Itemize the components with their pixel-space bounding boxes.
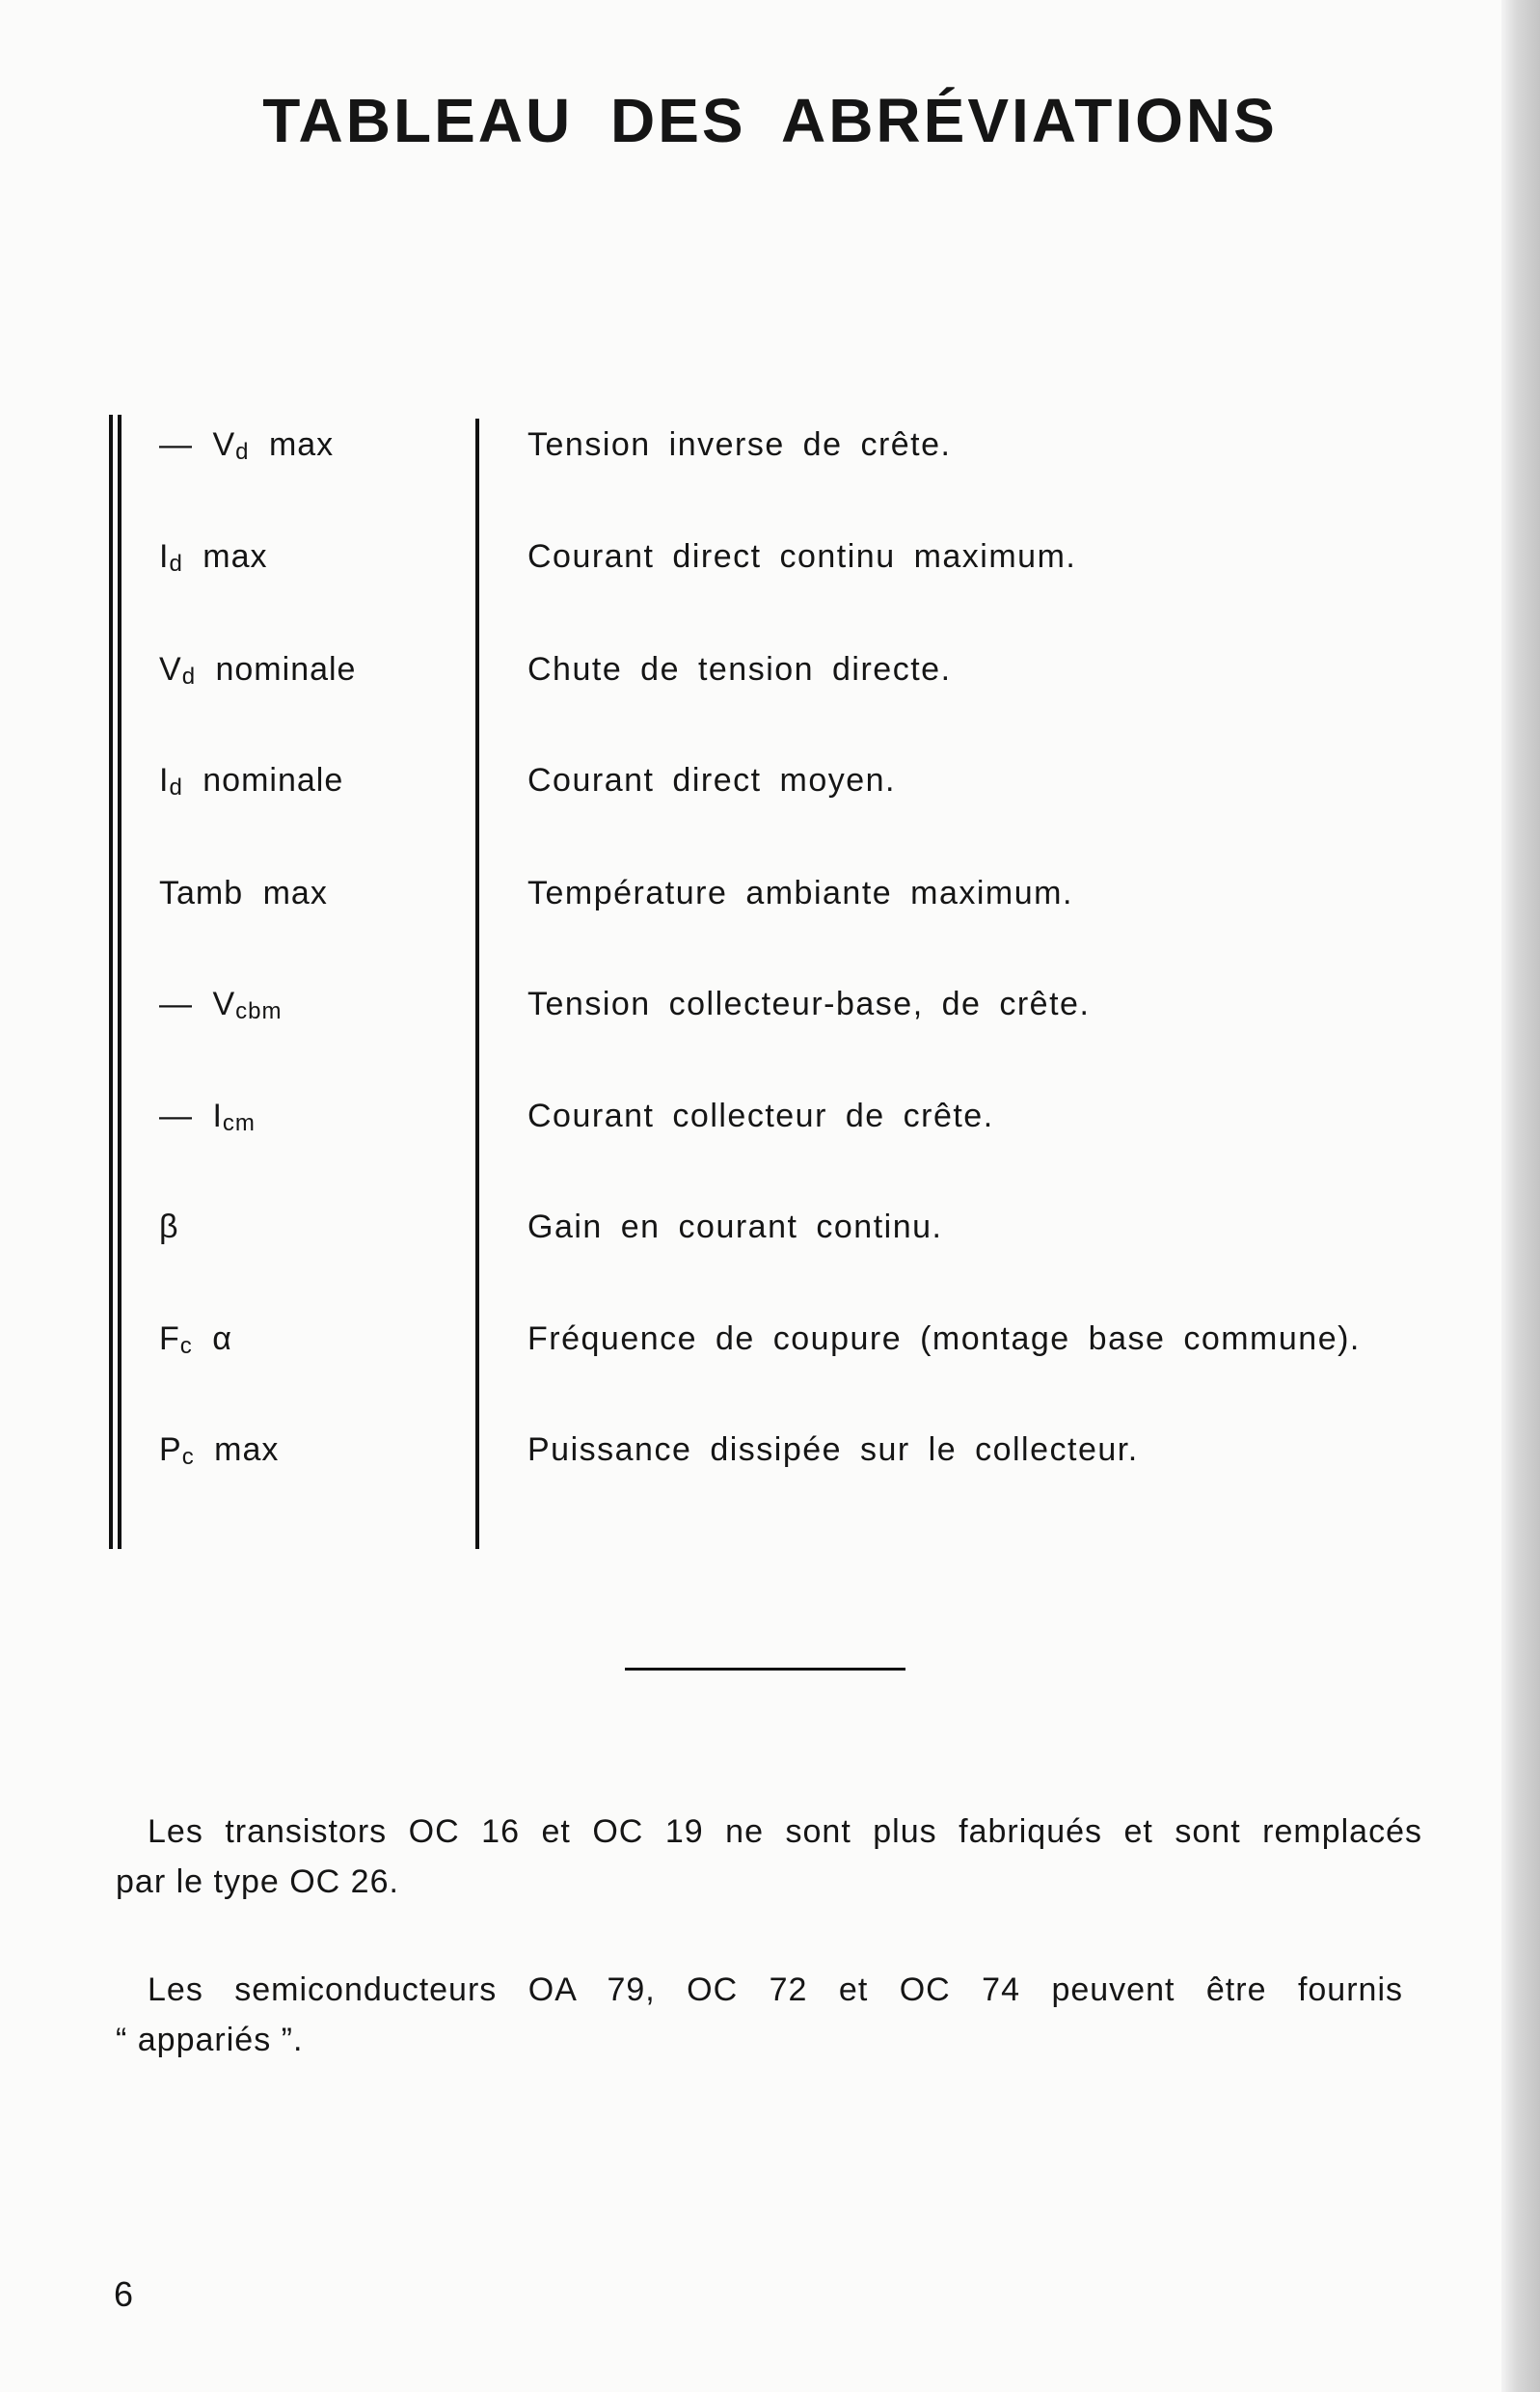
note-1-line-1: Les transistors OC 16 et OC 19 ne sont plus fabriqués et sont remplacés: [148, 1813, 1422, 1850]
abbreviation-symbol: V: [159, 651, 182, 688]
abbreviation: [159, 426, 334, 466]
abbreviation-suffix: max: [243, 875, 328, 911]
abbreviation: [159, 1098, 256, 1137]
page-number: 6: [114, 2274, 134, 2314]
abbreviation-suffix: max: [182, 538, 268, 575]
abbreviation-subscript: cbm: [235, 998, 283, 1024]
table-row: [0, 986, 1446, 1044]
table-row: [0, 538, 1446, 596]
abbreviation-symbol: β: [159, 1209, 179, 1245]
table-row: [0, 762, 1446, 820]
table-row: [0, 426, 1446, 484]
abbreviation-suffix: max: [194, 1431, 280, 1468]
abbreviation-description: Gain en courant continu.: [527, 1209, 943, 1245]
abbreviation-prefix: —: [159, 1098, 213, 1134]
abbreviation-suffix: max: [249, 426, 335, 463]
abbreviation-prefix: —: [159, 986, 213, 1022]
abbreviation: [159, 1209, 179, 1248]
abbreviation-symbol: Tamb: [159, 875, 244, 911]
abbreviation-symbol: F: [159, 1320, 180, 1357]
abbreviation-symbol: P: [159, 1431, 182, 1468]
note-2-line-2: “ appariés ”.: [116, 2022, 304, 2058]
abbreviation-description: Courant collecteur de crête.: [527, 1098, 994, 1134]
abbreviation-suffix: nominale: [182, 762, 344, 799]
horizontal-rule: [625, 1668, 905, 1671]
table-row: [0, 1320, 1446, 1378]
note-1-line-2: par le type OC 26.: [116, 1863, 399, 1900]
table-row: [0, 875, 1446, 933]
abbreviation-subscript: d: [181, 664, 197, 690]
abbreviation-symbol: V: [212, 426, 236, 463]
abbreviation-subscript: d: [235, 439, 250, 465]
abbreviation: [159, 1320, 232, 1360]
page-edge-shadow: [1501, 0, 1540, 2392]
abbreviation: [159, 538, 268, 578]
abbreviation: [159, 651, 356, 691]
abbreviation-suffix: nominale: [196, 651, 357, 688]
abbreviation-description: Puissance dissipée sur le collecteur.: [527, 1431, 1139, 1468]
abbreviation-subscript: c: [179, 1333, 193, 1359]
abbreviation: [159, 986, 282, 1025]
abbreviation: [159, 875, 328, 914]
abbreviation-subscript: d: [169, 551, 183, 577]
abbreviation-subscript: c: [181, 1444, 195, 1470]
abbreviation: [159, 1431, 279, 1471]
abbreviation-symbol: I: [159, 538, 170, 575]
abbreviation-symbol: I: [212, 1098, 223, 1134]
abbreviation-suffix: α: [192, 1320, 232, 1357]
abbreviation-description: Courant direct continu maximum.: [527, 538, 1077, 575]
abbreviation-description: Chute de tension directe.: [527, 651, 952, 688]
abbreviation-description: Fréquence de coupure (montage base commune).: [527, 1320, 1361, 1357]
abbreviation: [159, 762, 343, 802]
abbreviation-description: Tension collecteur-base, de crête.: [527, 986, 1091, 1022]
table-row: [0, 1098, 1446, 1155]
abbreviation-description: Courant direct moyen.: [527, 762, 896, 799]
abbreviation-description: Tension inverse de crête.: [527, 426, 952, 463]
table-row: [0, 1209, 1446, 1266]
abbreviation-subscript: cm: [222, 1110, 256, 1136]
abbreviation-subscript: d: [169, 775, 183, 801]
abbreviation-description: Température ambiante maximum.: [527, 875, 1073, 911]
page-title: TABLEAU DES ABRÉVIATIONS: [262, 86, 1278, 155]
abbreviation-symbol: I: [159, 762, 170, 799]
abbreviation-prefix: —: [159, 426, 213, 463]
table-row: [0, 1431, 1446, 1489]
note-2-line-1: Les semiconducteurs OA 79, OC 72 et OC 74 peuvent être fournis: [148, 1971, 1403, 2008]
table-row: [0, 651, 1446, 709]
abbreviation-symbol: V: [212, 986, 236, 1022]
